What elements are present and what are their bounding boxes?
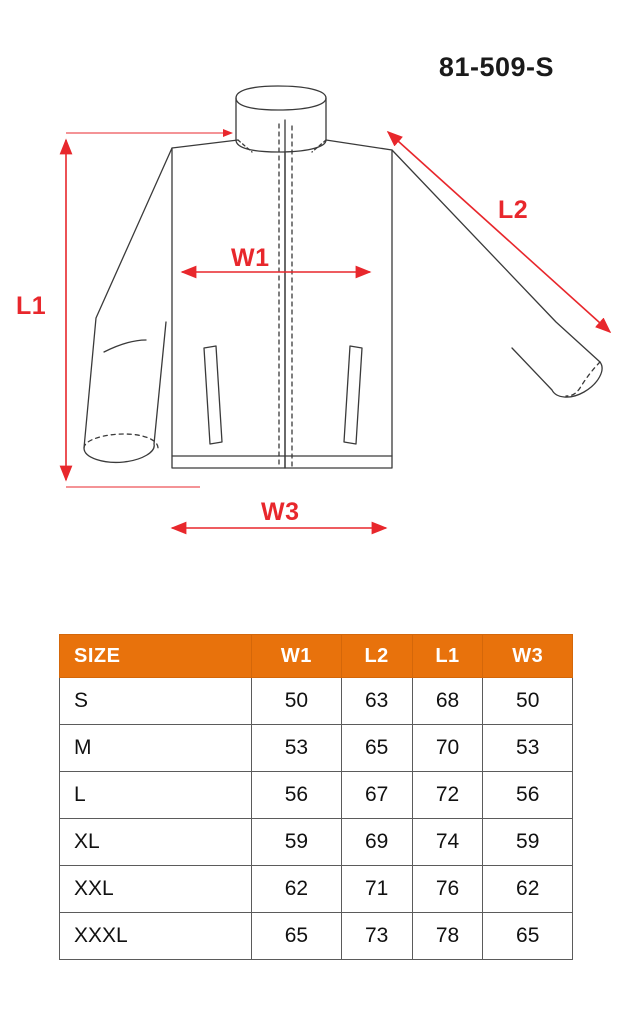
cell-w1: 65 xyxy=(252,913,342,960)
table-row xyxy=(60,819,573,866)
table-row xyxy=(60,678,573,725)
dimension-label-w1: W1 xyxy=(231,244,270,272)
cell-l1: 74 xyxy=(412,819,483,866)
size-table xyxy=(59,634,573,960)
table-row xyxy=(60,913,573,960)
cell-w3: 53 xyxy=(483,725,573,772)
cell-w3: 65 xyxy=(483,913,573,960)
cell-size: XL xyxy=(60,819,252,866)
product-code: 81-509-S xyxy=(438,52,554,82)
cell-l2: 67 xyxy=(341,772,412,819)
table-header-row xyxy=(60,635,573,678)
cell-l2: 63 xyxy=(341,678,412,725)
cell-w1: 59 xyxy=(252,819,342,866)
cell-l1: 72 xyxy=(412,772,483,819)
table-row xyxy=(60,866,573,913)
cell-size: XXXL xyxy=(60,913,252,960)
cell-w3: 56 xyxy=(483,772,573,819)
dimension-label-w3: W3 xyxy=(261,498,300,526)
column-header-l2: L2 xyxy=(341,635,412,678)
cell-size: S xyxy=(60,678,252,725)
cell-w1: 62 xyxy=(252,866,342,913)
cell-l2: 71 xyxy=(341,866,412,913)
cell-w3: 50 xyxy=(483,678,573,725)
cell-l1: 76 xyxy=(412,866,483,913)
cell-w1: 56 xyxy=(252,772,342,819)
column-header-l1: L1 xyxy=(412,635,483,678)
cell-l1: 78 xyxy=(412,913,483,960)
column-header-w3: W3 xyxy=(483,635,573,678)
cell-size: M xyxy=(60,725,252,772)
dimension-label-l2: L2 xyxy=(498,196,529,224)
cell-l1: 70 xyxy=(412,725,483,772)
cell-l2: 69 xyxy=(341,819,412,866)
cell-w3: 62 xyxy=(483,866,573,913)
cell-w1: 50 xyxy=(252,678,342,725)
cell-size: L xyxy=(60,772,252,819)
cell-l2: 65 xyxy=(341,725,412,772)
cell-w3: 59 xyxy=(483,819,573,866)
dimension-label-l1: L1 xyxy=(16,292,47,320)
column-header-w1: W1 xyxy=(252,635,342,678)
cell-l1: 68 xyxy=(412,678,483,725)
table-row xyxy=(60,725,573,772)
cell-l2: 73 xyxy=(341,913,412,960)
cell-w1: 53 xyxy=(252,725,342,772)
column-header-size: SIZE xyxy=(60,635,252,678)
cell-size: XXL xyxy=(60,866,252,913)
table-row xyxy=(60,772,573,819)
